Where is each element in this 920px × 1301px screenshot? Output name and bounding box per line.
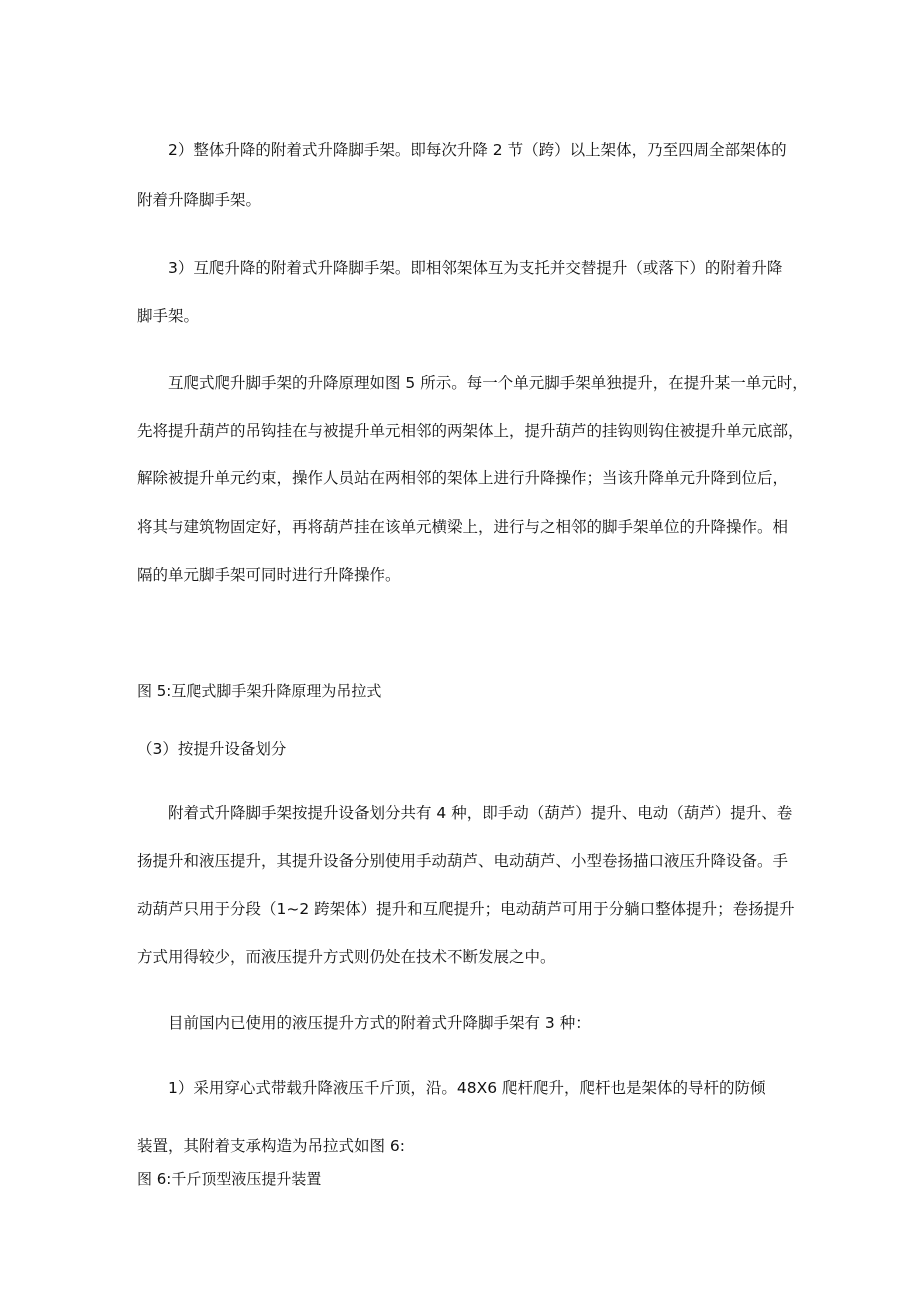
- paragraph-3-line-5: 隔的单元脚手架可同时进行升降操作。: [137, 566, 401, 584]
- paragraph-3-line-3: 解除被提升单元约束，操作人员站在两相邻的架体上进行升降操作；当该升降单元升降到位后，: [137, 469, 789, 487]
- figure-5-caption: 图 5:互爬式脚手架升降原理为吊拉式: [137, 682, 382, 700]
- paragraph-1-line-1: 2）整体升降的附着式升降脚手架。即每次升降 2 节（跨）以上架体，乃至四周全部架体的: [168, 141, 787, 159]
- paragraph-2-line-1: 3）互爬升降的附着式升降脚手架。即相邻架体互为支托并交替提升（或落下）的附着升降: [168, 259, 783, 277]
- paragraph-5-line-1: 目前国内已使用的液压提升方式的附着式升降脚手架有 3 种：: [168, 1014, 591, 1032]
- paragraph-1-line-2: 附着升降脚手架。: [137, 191, 262, 209]
- paragraph-4-line-2: 扬提升和液压提升，其提升设备分别使用手动葫芦、电动葫芦、小型卷扬描口液压升降设备。手: [137, 852, 789, 870]
- paragraph-6-line-2: 装置，其附着支承构造为吊拉式如图 6:: [137, 1137, 406, 1155]
- paragraph-6-line-1: 1）采用穿心式带载升降液压千斤顶，沿。48X6 爬杆爬升，爬杆也是架体的导杆的防倾: [168, 1079, 766, 1097]
- paragraph-3-line-1: 互爬式爬升脚手架的升降原理如图 5 所示。每一个单元脚手架单独提升，在提升某一单元时，: [168, 374, 808, 392]
- section-heading: （3）按提升设备划分: [137, 740, 287, 758]
- paragraph-4-line-4: 方式用得较少，而液压提升方式则仍处在技术不断发展之中。: [137, 948, 556, 966]
- paragraph-3-line-4: 将其与建筑物固定好，再将葫芦挂在该单元横梁上，进行与之相邻的脚手架单位的升降操作。相: [137, 518, 789, 536]
- figure-6-caption: 图 6:千斤顶型液压提升装置: [137, 1170, 322, 1188]
- paragraph-3-line-2: 先将提升葫芦的吊钩挂在与被提升单元相邻的两架体上，提升葫芦的挂钩则钩住被提升单元底部，: [137, 422, 804, 440]
- paragraph-4-line-1: 附着式升降脚手架按提升设备划分共有 4 种，即手动（葫芦）提升、电动（葫芦）提升、卷: [168, 804, 793, 822]
- paragraph-4-line-3: 动葫芦只用于分段（1~2 跨架体）提升和互爬提升；电动葫芦可用于分躺口整体提升；卷扬提升: [137, 900, 795, 918]
- paragraph-2-line-2: 脚手架。: [137, 307, 200, 325]
